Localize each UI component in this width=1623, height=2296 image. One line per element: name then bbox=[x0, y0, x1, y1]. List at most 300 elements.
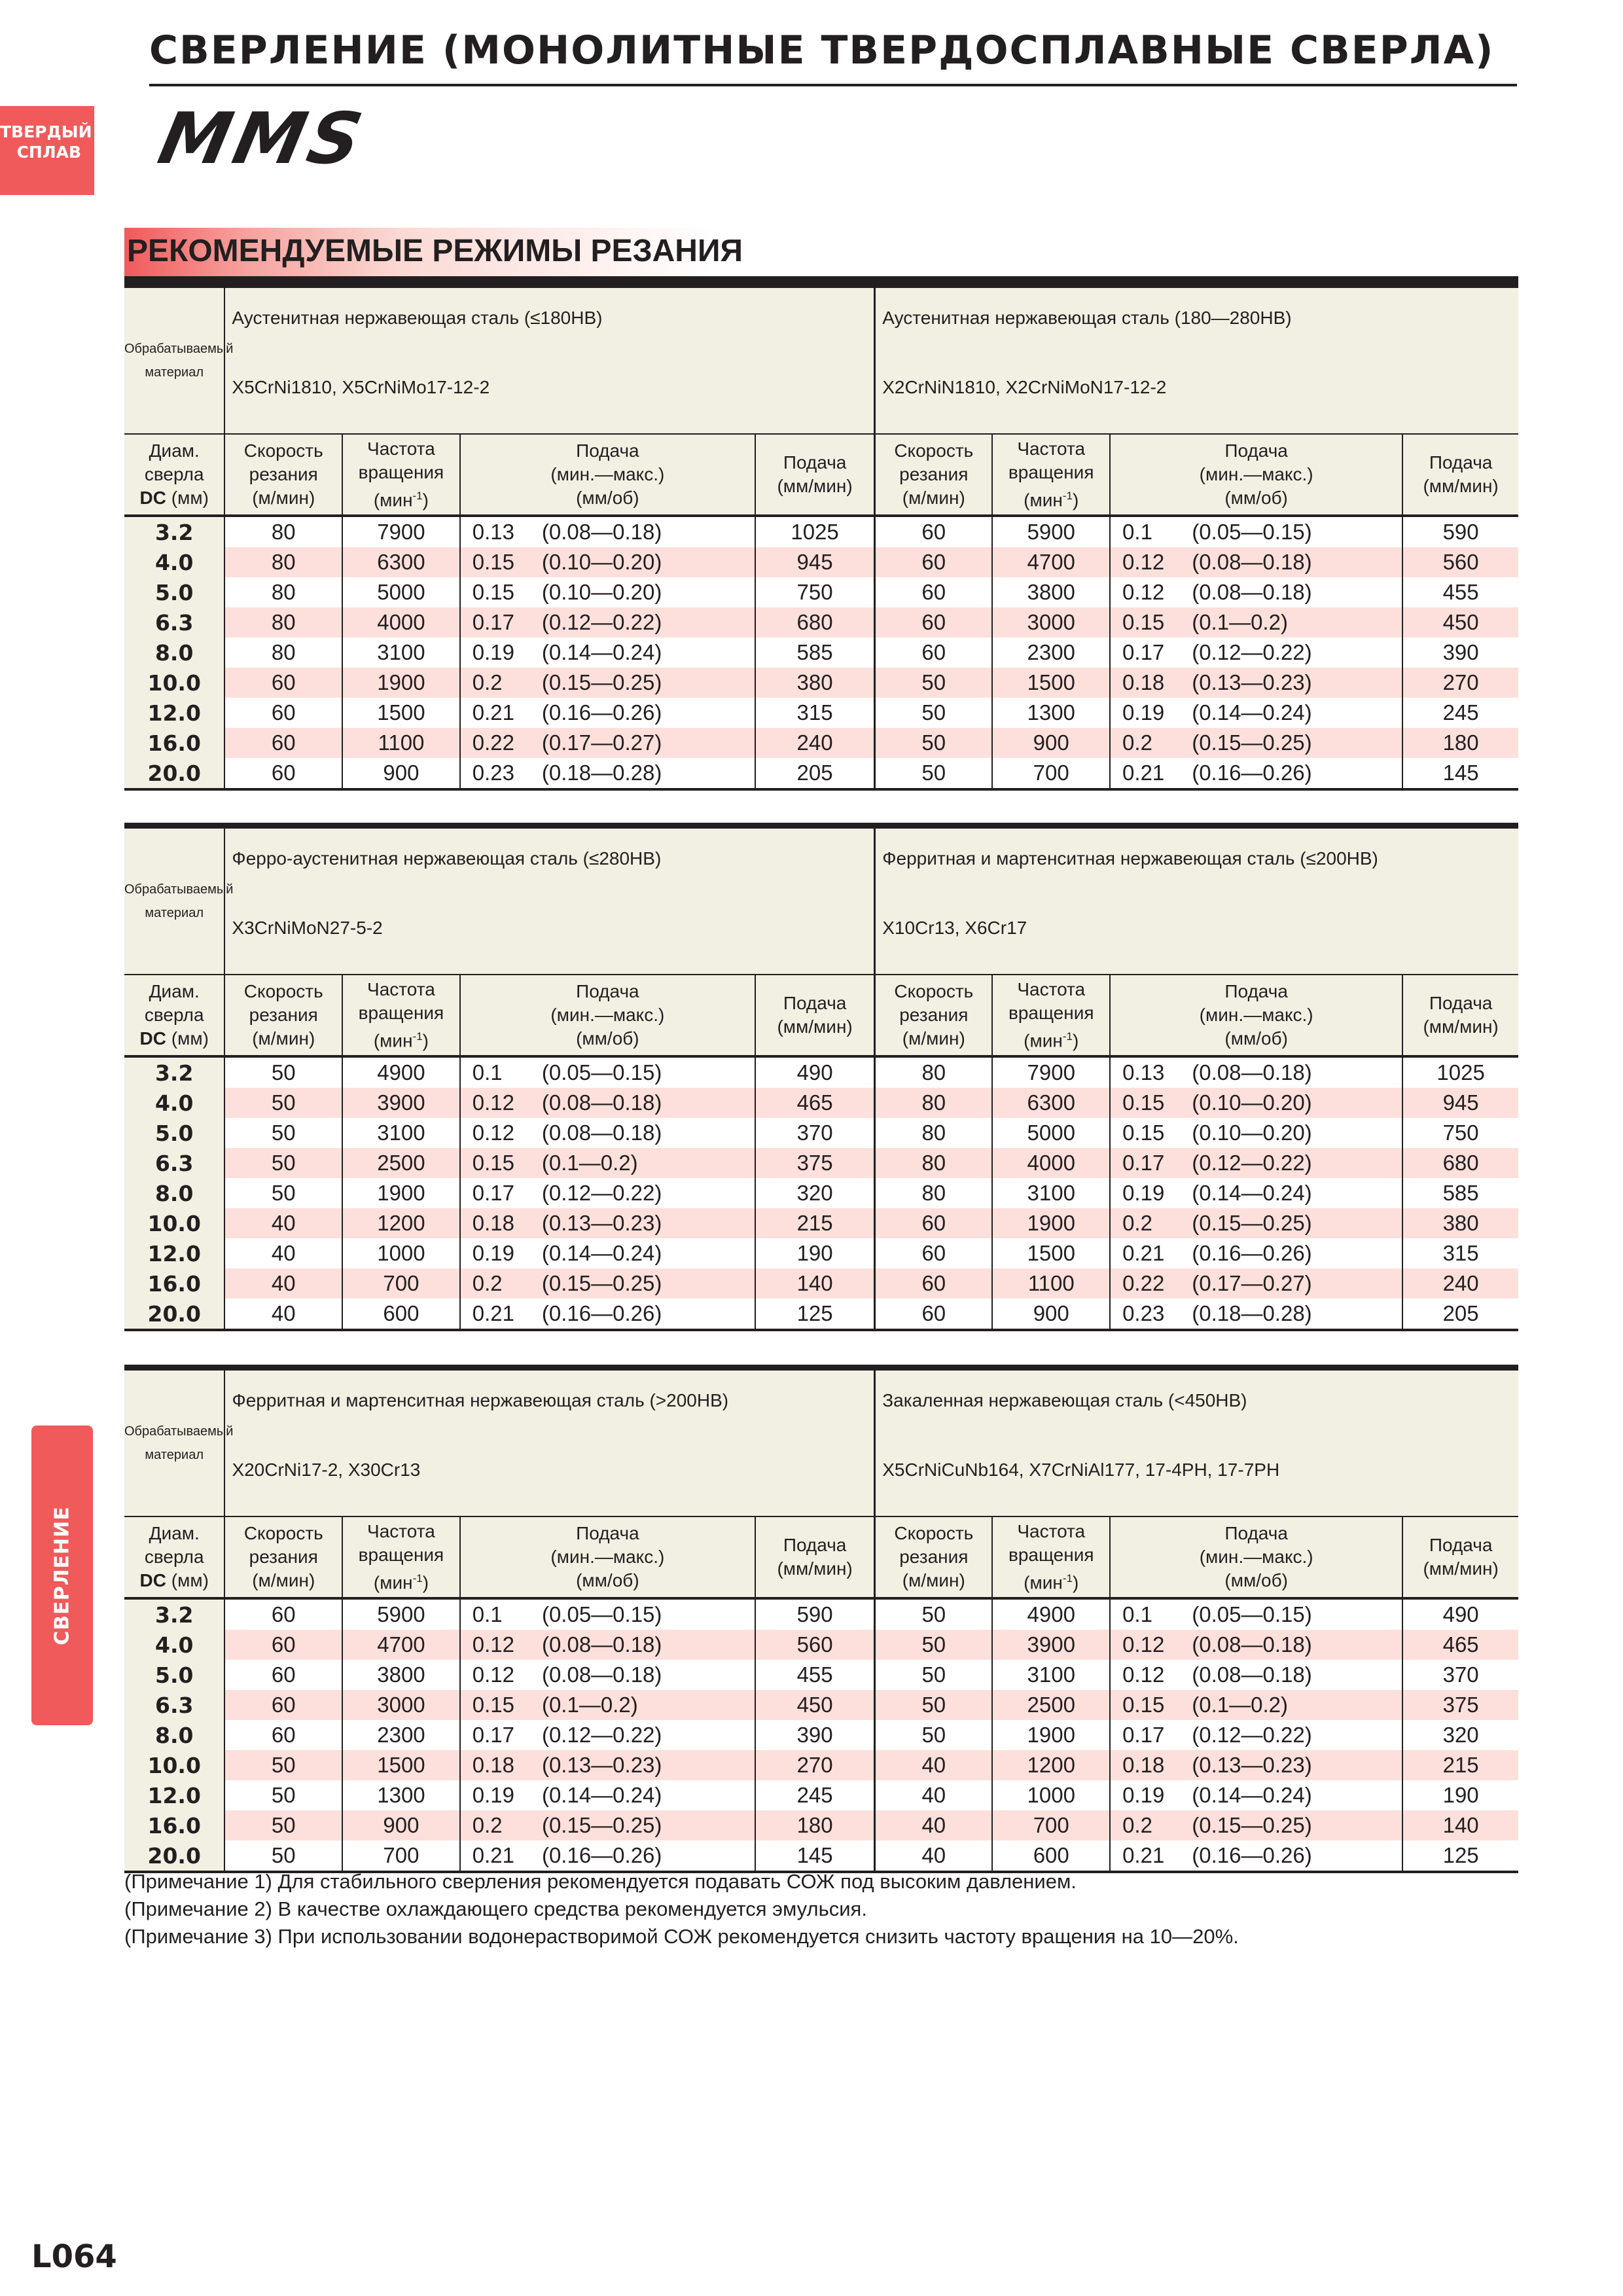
left-feed-rate: 465 bbox=[755, 1088, 875, 1118]
left-cutting-speed: 80 bbox=[224, 607, 342, 637]
left-feed-range: (0.08—0.18) bbox=[542, 1630, 755, 1660]
left-material-grades: X5CrNi1810, X5CrNiMo17-12-2 bbox=[232, 377, 490, 397]
drill-diameter: 3.2 bbox=[124, 1598, 224, 1630]
right-spindle-speed: 2500 bbox=[992, 1690, 1110, 1720]
right-feed: 0.18 bbox=[1110, 1750, 1192, 1780]
left-cutting-speed: 50 bbox=[224, 1178, 342, 1208]
left-cutting-speed: 60 bbox=[224, 728, 342, 758]
section-rule bbox=[124, 276, 1518, 282]
left-feed-rate: 455 bbox=[755, 1660, 875, 1690]
right-material-grades: X2CrNiN1810, X2CrNiMoN17-12-2 bbox=[882, 377, 1167, 397]
brand-logo: MMS bbox=[152, 98, 373, 180]
left-feed: 0.17 bbox=[460, 607, 542, 637]
left-feed-range: (0.16—0.26) bbox=[542, 698, 755, 728]
drill-diameter: 10.0 bbox=[124, 1750, 224, 1780]
table-row bbox=[124, 577, 1518, 607]
right-spindle-speed: 1500 bbox=[992, 668, 1110, 698]
right-feed-range: (0.18—0.28) bbox=[1192, 1299, 1402, 1330]
right-feed-range: (0.15—0.25) bbox=[1192, 728, 1402, 758]
left-feed-range: (0.18—0.28) bbox=[542, 758, 755, 789]
right-feed-rate: 315 bbox=[1442, 1241, 1479, 1265]
right-cutting-speed: 50 bbox=[875, 1660, 993, 1690]
left-feed-range: (0.10—0.20) bbox=[542, 577, 755, 607]
right-header-feed: Подача (мин.—макс.) (мм/об) bbox=[1110, 975, 1402, 1056]
left-spindle-speed: 4900 bbox=[342, 1056, 460, 1088]
drill-diameter: 5.0 bbox=[124, 577, 224, 607]
left-feed-rate: 450 bbox=[755, 1690, 875, 1720]
right-cutting-speed: 50 bbox=[875, 758, 993, 789]
left-feed: 0.12 bbox=[472, 1121, 514, 1145]
left-spindle-speed: 600 bbox=[342, 1299, 460, 1330]
table-row bbox=[124, 698, 1518, 728]
right-feed-rate: 1025 bbox=[1436, 1060, 1485, 1085]
left-feed: 0.12 bbox=[472, 1662, 515, 1687]
left-feed-range: (0.05—0.15) bbox=[542, 1056, 755, 1088]
left-header-feed: Подача (мин.—макс.) (мм/об) bbox=[460, 975, 755, 1056]
right-material-name: Закаленная нержавеющая сталь (<450НВ) bbox=[882, 1390, 1247, 1410]
left-spindle-speed: 1200 bbox=[342, 1208, 460, 1238]
right-feed-range: (0.15—0.25) bbox=[1192, 1810, 1402, 1840]
left-feed-range: (0.13—0.23) bbox=[542, 1750, 755, 1780]
right-feed-range: (0.10—0.20) bbox=[1192, 1088, 1402, 1118]
right-feed: 0.21 bbox=[1122, 1843, 1165, 1867]
right-feed-rate: 140 bbox=[1402, 1810, 1518, 1840]
table-row bbox=[124, 1148, 1518, 1178]
left-cutting-speed: 50 bbox=[224, 1780, 342, 1810]
right-feed-rate: 145 bbox=[1442, 761, 1479, 785]
left-spindle-speed: 5000 bbox=[342, 577, 460, 607]
drill-diameter: 16.0 bbox=[124, 728, 224, 758]
left-material bbox=[224, 1368, 874, 1517]
right-feed-rate: 380 bbox=[1402, 1208, 1518, 1238]
left-feed-rate: 585 bbox=[755, 637, 875, 668]
left-feed: 0.12 bbox=[460, 1088, 542, 1118]
table-row bbox=[124, 1088, 1518, 1118]
left-feed-rate: 125 bbox=[755, 1299, 875, 1330]
right-feed-rate: 180 bbox=[1402, 728, 1518, 758]
right-feed-range: (0.17—0.27) bbox=[1192, 1268, 1402, 1299]
left-cutting-speed: 50 bbox=[224, 1056, 342, 1088]
drill-diameter: 12.0 bbox=[124, 1780, 224, 1810]
left-spindle-speed: 3000 bbox=[342, 1690, 460, 1720]
right-feed-rate: 240 bbox=[1402, 1268, 1518, 1299]
right-spindle-speed: 1000 bbox=[992, 1780, 1110, 1810]
table-row bbox=[124, 1630, 1518, 1660]
right-feed-rate: 375 bbox=[1402, 1690, 1518, 1720]
drill-diameter: 8.0 bbox=[124, 1720, 224, 1750]
left-material-grades: X3CrNiMoN27-5-2 bbox=[232, 918, 383, 938]
right-cutting-speed: 80 bbox=[875, 1056, 993, 1088]
right-cutting-speed: 40 bbox=[875, 1810, 993, 1840]
left-header-feed: Подача (мин.—макс.) (мм/об) bbox=[460, 434, 755, 516]
right-feed: 0.12 bbox=[1122, 1662, 1165, 1687]
drilling-side-tab bbox=[31, 1426, 93, 1725]
drill-diameter: 12.0 bbox=[124, 698, 224, 728]
right-feed-range: (0.1—0.2) bbox=[1192, 607, 1402, 637]
left-cutting-speed: 80 bbox=[224, 637, 342, 668]
right-spindle-speed: 900 bbox=[992, 1299, 1110, 1330]
left-spindle-speed: 700 bbox=[342, 1840, 460, 1872]
left-feed-rate: 490 bbox=[755, 1056, 875, 1088]
left-material-name: Аустенитная нержавеющая сталь (≤180НВ) bbox=[232, 308, 603, 328]
drill-diameter: 8.0 bbox=[124, 637, 224, 668]
table-row bbox=[124, 1056, 1518, 1088]
left-feed-range: (0.12—0.22) bbox=[542, 1178, 755, 1208]
right-spindle-speed: 1100 bbox=[992, 1268, 1110, 1299]
left-header-rpm: Частота вращения (мин$^{-1}$) bbox=[342, 975, 460, 1056]
right-header-rpm: Частота вращения (мин$^{-1}$) bbox=[992, 434, 1110, 516]
left-feed: 0.1 bbox=[472, 1602, 503, 1626]
drill-diameter: 20.0 bbox=[124, 758, 224, 789]
left-header-feed-rate: Подача (мм/мин) bbox=[755, 1516, 875, 1598]
left-feed-rate: 270 bbox=[755, 1750, 875, 1780]
right-feed: 0.2 bbox=[1110, 1810, 1192, 1840]
left-header-rpm: Частота вращения (мин$^{-1}$) bbox=[342, 434, 460, 516]
left-header-vc: Скорость резания (м/мин) bbox=[224, 1516, 342, 1598]
right-spindle-speed: 700 bbox=[992, 758, 1110, 789]
left-feed-rate: 390 bbox=[755, 1720, 875, 1750]
right-cutting-speed: 60 bbox=[875, 1299, 993, 1330]
drill-diameter: 6.3 bbox=[124, 607, 224, 637]
left-feed-rate: 590 bbox=[755, 1598, 875, 1630]
left-feed-range: (0.1—0.2) bbox=[542, 1148, 755, 1178]
left-feed: 0.2 bbox=[460, 1810, 542, 1840]
drill-diameter: 4.0 bbox=[124, 1088, 224, 1118]
left-feed: 0.15 bbox=[472, 580, 514, 604]
left-header-vc: Скорость резания (м/мин) bbox=[224, 975, 342, 1056]
right-header-vc: Скорость резания (м/мин) bbox=[875, 1516, 993, 1598]
left-feed-range: (0.14—0.24) bbox=[542, 1780, 755, 1810]
right-feed-rate: 465 bbox=[1402, 1630, 1518, 1660]
right-cutting-speed: 60 bbox=[875, 577, 993, 607]
left-feed: 0.17 bbox=[472, 1723, 515, 1747]
right-spindle-speed: 3100 bbox=[992, 1178, 1110, 1208]
left-feed-range: (0.08—0.18) bbox=[542, 516, 755, 547]
left-cutting-speed: 80 bbox=[224, 577, 342, 607]
left-feed-rate: 370 bbox=[755, 1118, 875, 1148]
right-feed: 0.19 bbox=[1122, 1181, 1165, 1205]
table-row bbox=[124, 1690, 1518, 1720]
right-header-vc: Скорость резания (м/мин) bbox=[875, 434, 993, 516]
section-heading bbox=[124, 228, 1518, 276]
table-row bbox=[124, 1660, 1518, 1690]
left-material-grades: X20CrNi17-2, X30Cr13 bbox=[232, 1460, 421, 1480]
left-spindle-speed: 1500 bbox=[342, 1750, 460, 1780]
section-title: РЕКОМЕНДУЕМЫЕ РЕЖИМЫ РЕЗАНИЯ bbox=[127, 234, 743, 268]
right-cutting-speed: 80 bbox=[875, 1178, 993, 1208]
cutting-table bbox=[124, 1365, 1518, 1873]
left-cutting-speed: 50 bbox=[224, 1810, 342, 1840]
page-number: L064 bbox=[31, 2238, 117, 2275]
left-feed-rate: 315 bbox=[755, 698, 875, 728]
left-feed: 0.13 bbox=[472, 520, 514, 544]
table-row bbox=[124, 547, 1518, 577]
left-spindle-speed: 3100 bbox=[342, 1118, 460, 1148]
left-feed-rate: 750 bbox=[755, 577, 875, 607]
left-feed-rate: 145 bbox=[755, 1840, 875, 1872]
right-feed-rate: 490 bbox=[1442, 1602, 1479, 1626]
left-feed-range: (0.13—0.23) bbox=[542, 1208, 755, 1238]
table-row bbox=[124, 637, 1518, 668]
right-spindle-speed: 600 bbox=[992, 1840, 1110, 1872]
right-cutting-speed: 60 bbox=[875, 1238, 993, 1268]
right-cutting-speed: 60 bbox=[875, 547, 993, 577]
right-spindle-speed: 900 bbox=[992, 728, 1110, 758]
right-feed: 0.17 bbox=[1122, 1723, 1165, 1747]
drilling-tab-label: СВЕРЛЕНИЕ bbox=[50, 1505, 74, 1645]
right-feed-range: (0.08—0.18) bbox=[1192, 577, 1402, 607]
right-spindle-speed: 700 bbox=[992, 1810, 1110, 1840]
right-feed-range: (0.08—0.18) bbox=[1192, 1056, 1402, 1088]
right-feed-range: (0.13—0.23) bbox=[1192, 668, 1402, 698]
left-spindle-speed: 900 bbox=[342, 1810, 460, 1840]
right-spindle-speed: 1900 bbox=[992, 1720, 1110, 1750]
left-cutting-speed: 40 bbox=[224, 1208, 342, 1238]
right-feed: 0.17 bbox=[1110, 1148, 1192, 1178]
left-feed-range: (0.08—0.18) bbox=[542, 1660, 755, 1690]
right-feed: 0.21 bbox=[1122, 1241, 1165, 1265]
right-feed-rate: 270 bbox=[1402, 668, 1518, 698]
table-row bbox=[124, 516, 1518, 547]
right-cutting-speed: 60 bbox=[875, 1208, 993, 1238]
left-spindle-speed: 1300 bbox=[342, 1780, 460, 1810]
left-spindle-speed: 1100 bbox=[342, 728, 460, 758]
right-feed-rate: 750 bbox=[1442, 1121, 1479, 1145]
title-rule bbox=[149, 84, 1517, 86]
right-cutting-speed: 50 bbox=[875, 1690, 993, 1720]
drill-diameter: 5.0 bbox=[124, 1660, 224, 1690]
left-cutting-speed: 40 bbox=[224, 1268, 342, 1299]
left-feed: 0.15 bbox=[460, 547, 542, 577]
right-feed: 0.2 bbox=[1110, 1208, 1192, 1238]
right-feed: 0.12 bbox=[1110, 547, 1192, 577]
right-feed-range: (0.14—0.24) bbox=[1192, 1780, 1402, 1810]
left-material bbox=[224, 285, 874, 435]
left-cutting-speed: 60 bbox=[224, 698, 342, 728]
left-feed-range: (0.10—0.20) bbox=[542, 547, 755, 577]
left-feed: 0.21 bbox=[472, 1843, 515, 1867]
left-spindle-speed: 1500 bbox=[342, 698, 460, 728]
right-feed-rate: 245 bbox=[1442, 700, 1479, 725]
left-feed-rate: 245 bbox=[755, 1780, 875, 1810]
cutting-table bbox=[124, 282, 1518, 791]
right-feed-rate: 320 bbox=[1442, 1723, 1479, 1747]
header-dc: Диам. сверла DC (мм) bbox=[124, 1516, 224, 1598]
right-cutting-speed: 60 bbox=[875, 516, 993, 547]
drill-diameter: 20.0 bbox=[124, 1299, 224, 1330]
right-feed: 0.15 bbox=[1110, 1690, 1192, 1720]
right-feed-range: (0.14—0.24) bbox=[1192, 698, 1402, 728]
left-feed: 0.12 bbox=[460, 1630, 542, 1660]
right-spindle-speed: 3100 bbox=[992, 1660, 1110, 1690]
left-feed-rate: 380 bbox=[755, 668, 875, 698]
right-cutting-speed: 40 bbox=[875, 1840, 993, 1872]
left-feed-range: (0.08—0.18) bbox=[542, 1118, 755, 1148]
right-feed-range: (0.05—0.15) bbox=[1192, 516, 1402, 547]
right-feed-range: (0.10—0.20) bbox=[1192, 1118, 1402, 1148]
left-feed-range: (0.16—0.26) bbox=[542, 1840, 755, 1872]
left-spindle-speed: 700 bbox=[342, 1268, 460, 1299]
table-row bbox=[124, 1118, 1518, 1148]
drill-diameter: 10.0 bbox=[124, 1208, 224, 1238]
right-cutting-speed: 60 bbox=[875, 637, 993, 668]
left-cutting-speed: 50 bbox=[224, 1148, 342, 1178]
left-spindle-speed: 2500 bbox=[342, 1148, 460, 1178]
left-cutting-speed: 80 bbox=[224, 516, 342, 547]
note-3: (Примечание 3) При использовании водонерастворимой СОЖ рекомендуется снизить частоту вращения на 10—20%. bbox=[124, 1925, 1239, 1948]
left-feed-range: (0.12—0.22) bbox=[542, 1720, 755, 1750]
right-material bbox=[875, 1368, 1518, 1517]
right-spindle-speed: 4700 bbox=[992, 547, 1110, 577]
right-header-vc: Скорость резания (м/мин) bbox=[875, 975, 993, 1056]
table-row bbox=[124, 1208, 1518, 1238]
table-row bbox=[124, 1178, 1518, 1208]
drill-diameter: 6.3 bbox=[124, 1690, 224, 1720]
right-material-name: Ферритная и мартенситная нержавеющая сталь (≤200НВ) bbox=[882, 848, 1378, 869]
right-feed-range: (0.12—0.22) bbox=[1192, 637, 1402, 668]
right-feed-rate: 370 bbox=[1442, 1662, 1479, 1687]
right-cutting-speed: 50 bbox=[875, 668, 993, 698]
left-header-feed-rate: Подача (мм/мин) bbox=[755, 434, 875, 516]
left-feed: 0.19 bbox=[472, 1241, 514, 1265]
right-spindle-speed: 1500 bbox=[992, 1238, 1110, 1268]
left-feed: 0.18 bbox=[460, 1208, 542, 1238]
right-feed-rate: 455 bbox=[1442, 580, 1479, 604]
right-feed-range: (0.1—0.2) bbox=[1192, 1690, 1402, 1720]
left-feed-range: (0.08—0.18) bbox=[542, 1088, 755, 1118]
table-row bbox=[124, 1720, 1518, 1750]
left-feed-rate: 320 bbox=[755, 1178, 875, 1208]
left-feed-rate: 215 bbox=[755, 1208, 875, 1238]
right-feed: 0.15 bbox=[1122, 1121, 1165, 1145]
right-feed: 0.22 bbox=[1110, 1268, 1192, 1299]
right-cutting-speed: 80 bbox=[875, 1088, 993, 1118]
carbide-side-tab bbox=[0, 106, 94, 195]
left-spindle-speed: 3800 bbox=[342, 1660, 460, 1690]
left-feed: 0.21 bbox=[472, 1301, 514, 1325]
left-cutting-speed: 80 bbox=[224, 547, 342, 577]
table-row bbox=[124, 1750, 1518, 1780]
left-feed: 0.19 bbox=[472, 1783, 515, 1807]
table-row bbox=[124, 758, 1518, 789]
left-feed-range: (0.15—0.25) bbox=[542, 1268, 755, 1299]
right-feed-range: (0.15—0.25) bbox=[1192, 1208, 1402, 1238]
left-cutting-speed: 50 bbox=[224, 1840, 342, 1872]
right-feed-rate: 560 bbox=[1402, 547, 1518, 577]
right-cutting-speed: 80 bbox=[875, 1148, 993, 1178]
drill-diameter: 3.2 bbox=[124, 516, 224, 547]
right-feed: 0.19 bbox=[1122, 700, 1165, 725]
right-feed-range: (0.05—0.15) bbox=[1192, 1598, 1402, 1630]
right-cutting-speed: 60 bbox=[875, 607, 993, 637]
left-spindle-speed: 4700 bbox=[342, 1630, 460, 1660]
drill-diameter: 3.2 bbox=[124, 1056, 224, 1088]
left-cutting-speed: 40 bbox=[224, 1238, 342, 1268]
right-feed: 0.17 bbox=[1122, 640, 1165, 664]
right-spindle-speed: 7900 bbox=[992, 1056, 1110, 1088]
drill-diameter: 8.0 bbox=[124, 1178, 224, 1208]
drill-diameter: 10.0 bbox=[124, 668, 224, 698]
material-label: Обрабатываемый материал bbox=[124, 285, 224, 435]
right-spindle-speed: 5000 bbox=[992, 1118, 1110, 1148]
right-feed-rate: 590 bbox=[1442, 520, 1479, 544]
left-cutting-speed: 60 bbox=[224, 1660, 342, 1690]
right-cutting-speed: 50 bbox=[875, 698, 993, 728]
right-feed-range: (0.08—0.18) bbox=[1192, 547, 1402, 577]
right-cutting-speed: 50 bbox=[875, 1720, 993, 1750]
left-material-name: Ферро-аустенитная нержавеющая сталь (≤280НВ) bbox=[232, 848, 662, 869]
left-feed: 0.23 bbox=[472, 761, 514, 785]
right-cutting-speed: 50 bbox=[875, 1598, 993, 1630]
right-cutting-speed: 40 bbox=[875, 1750, 993, 1780]
header-dc: Диам. сверла DC (мм) bbox=[124, 975, 224, 1056]
left-header-feed-rate: Подача (мм/мин) bbox=[755, 975, 875, 1056]
left-feed: 0.21 bbox=[472, 700, 514, 725]
left-feed: 0.2 bbox=[460, 1268, 542, 1299]
right-feed-range: (0.08—0.18) bbox=[1192, 1660, 1402, 1690]
right-feed-rate: 450 bbox=[1402, 607, 1518, 637]
table-row bbox=[124, 728, 1518, 758]
left-feed: 0.18 bbox=[460, 1750, 542, 1780]
right-feed-range: (0.16—0.26) bbox=[1192, 758, 1402, 789]
left-spindle-speed: 3900 bbox=[342, 1088, 460, 1118]
right-spindle-speed: 4900 bbox=[992, 1598, 1110, 1630]
left-feed-range: (0.14—0.24) bbox=[542, 637, 755, 668]
right-spindle-speed: 3000 bbox=[992, 607, 1110, 637]
left-header-rpm: Частота вращения (мин$^{-1}$) bbox=[342, 1516, 460, 1598]
left-spindle-speed: 3100 bbox=[342, 637, 460, 668]
right-spindle-speed: 1900 bbox=[992, 1208, 1110, 1238]
left-feed-rate: 190 bbox=[755, 1238, 875, 1268]
right-cutting-speed: 50 bbox=[875, 1630, 993, 1660]
left-feed: 0.15 bbox=[460, 1148, 542, 1178]
left-cutting-speed: 60 bbox=[224, 668, 342, 698]
left-cutting-speed: 60 bbox=[224, 1690, 342, 1720]
left-cutting-speed: 50 bbox=[224, 1118, 342, 1148]
carbide-tab-line1: ТВЕРДЫЙ bbox=[0, 122, 92, 141]
right-feed-rate: 390 bbox=[1442, 640, 1479, 664]
left-feed-rate: 945 bbox=[755, 547, 875, 577]
cutting-table bbox=[124, 823, 1518, 1331]
right-header-feed-rate: Подача (мм/мин) bbox=[1402, 975, 1518, 1056]
left-spindle-speed: 4000 bbox=[342, 607, 460, 637]
right-feed: 0.18 bbox=[1110, 668, 1192, 698]
left-cutting-speed: 60 bbox=[224, 1720, 342, 1750]
page-title: СВЕРЛЕНИЕ (МОНОЛИТНЫЕ ТВЕРДОСПЛАВНЫЕ СВЕРЛА) bbox=[149, 27, 1495, 73]
right-material-name: Аустенитная нержавеющая сталь (180—280НВ) bbox=[882, 308, 1292, 328]
left-cutting-speed: 40 bbox=[224, 1299, 342, 1330]
table-row bbox=[124, 1299, 1518, 1330]
right-spindle-speed: 3800 bbox=[992, 577, 1110, 607]
drill-diameter: 5.0 bbox=[124, 1118, 224, 1148]
left-feed: 0.19 bbox=[472, 640, 514, 664]
right-feed: 0.19 bbox=[1122, 1783, 1165, 1807]
table-row bbox=[124, 1780, 1518, 1810]
drill-diameter: 16.0 bbox=[124, 1810, 224, 1840]
left-feed-rate: 240 bbox=[755, 728, 875, 758]
right-header-feed: Подача (мин.—макс.) (мм/об) bbox=[1110, 434, 1402, 516]
left-spindle-speed: 1000 bbox=[342, 1238, 460, 1268]
right-feed: 0.23 bbox=[1122, 1301, 1165, 1325]
right-spindle-speed: 4000 bbox=[992, 1148, 1110, 1178]
drill-diameter: 16.0 bbox=[124, 1268, 224, 1299]
right-feed: 0.12 bbox=[1122, 580, 1165, 604]
left-spindle-speed: 1900 bbox=[342, 1178, 460, 1208]
table-row bbox=[124, 1268, 1518, 1299]
carbide-tab-line2: СПЛАВ bbox=[16, 143, 81, 162]
table-row bbox=[124, 607, 1518, 637]
header-dc: Диам. сверла DC (мм) bbox=[124, 434, 224, 516]
